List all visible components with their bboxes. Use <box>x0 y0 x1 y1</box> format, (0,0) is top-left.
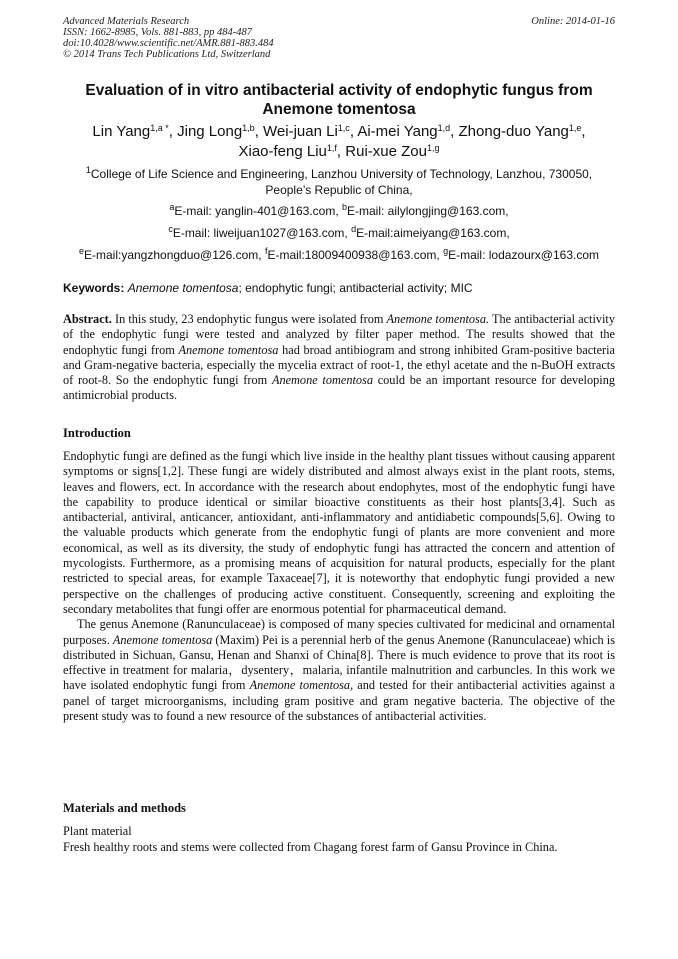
author-name: Jing Long <box>177 123 243 140</box>
author-list <box>40 122 638 162</box>
author-separator: , <box>168 123 178 140</box>
author-separator: , <box>349 123 358 140</box>
author-affil-mark: 1,f <box>326 143 337 153</box>
email-e[interactable]: E-mail:yangzhongduo@126.com, <box>83 248 265 262</box>
abstract-text: In this study, 23 endophytic fungus were isolated from <box>111 312 387 326</box>
abstract-text: The antibacterial activity of the endophytic fungi were tested and analyzed by filter paper method. The results showed that the endophytic fungi from <box>63 312 615 357</box>
title-line-2: Anemone tomentosa <box>262 101 416 118</box>
methods-text: Fresh healthy roots and stems were collected from Chagang forest farm of Gansu Province in China. <box>63 840 558 854</box>
keyword-species: Anemone tomentosa <box>127 281 239 295</box>
email-mark: d <box>351 224 357 234</box>
author-separator: , <box>581 123 586 140</box>
species-name: Anemone tomentosa <box>249 678 351 693</box>
email-f[interactable]: E-mail:18009400938@163.com, <box>267 248 444 262</box>
email-mark: b <box>342 202 348 212</box>
author-separator: , <box>254 123 264 140</box>
email-mark: f <box>264 246 268 256</box>
introduction-body <box>63 449 615 724</box>
keywords-label: Keywords: <box>63 281 125 295</box>
species-name: Anemone tomentosa <box>112 632 213 647</box>
email-b[interactable]: E-mail: ailylongjing@163.com, <box>347 204 509 218</box>
species-name: Anemone tomentosa <box>271 373 373 388</box>
author-name: Xiao-feng Liu <box>238 143 327 160</box>
author-affil-mark: 1,g <box>426 143 440 153</box>
email-line-3 <box>30 248 648 262</box>
abstract <box>63 312 615 404</box>
species-name: Anemone tomentosa <box>178 342 279 357</box>
author-affil-mark: 1,b <box>242 123 255 133</box>
intro-text: (Maxim) Pei is a perennial herb of the genus Anemone (Ranunculaceae) which is distributed in Sichuan, Gansu, Henan and Shanxi of China[8]. There is much evidence to prove that its root is effective in treatment for malaria，dysentery，malaria, infantile malnutrition and carbuncles. In this work we have isolated endophytic fungi from <box>63 632 615 693</box>
email-d[interactable]: E-mail:aimeiyang@163.com, <box>356 226 510 240</box>
paper-title <box>40 81 638 119</box>
issn-line: ISSN: 1662-8985, Vols. 881-883, pp 484-487 <box>63 27 252 38</box>
species-name: Anemone tomentosa. <box>386 312 490 326</box>
author-affil-mark: 1,c <box>337 123 350 133</box>
abstract-label: Abstract. <box>63 312 112 326</box>
keywords <box>63 281 623 295</box>
email-c[interactable]: E-mail: liweijuan1027@163.com, <box>172 226 352 240</box>
intro-paragraph-1: Endophytic fungi are defined as the fungi which live inside in the healthy plant tissues without causing apparent symptoms or signs[1,2]. These fungi are widely distributed and almost always exist in the plant roots, stems, leaves and flowers, ect. In accordance with the research about endophytes, most of the endophytic fungi have the capability to produce identical or similar bioactive constituents as their host plants[3,4]. Such as antibacterial, antiviral, anticancer, antioxidant, anti-inflammatory and antidiabetic compounds[5,6]. Owing to the valuable products which generate from the endophytic fungi of plants are more convenient and more economical, as well as its diversity, the study of endophytic fungi has attracted the concern and attention of mycologists. Furthermore, as a promising means of acquisition for natural products, especially for the plant restricted to special areas, for example Taxaceae[7], it is noteworthy that endophytic fungi provided a new perspective on the challenges of producing active constituent. Consequently, screening and exploiting the secondary metabolites that fungi offer are enormous potential for pharmaceutical demand. <box>63 449 615 616</box>
email-line-1 <box>30 204 648 218</box>
email-g[interactable]: E-mail: lodazourx@163.com <box>448 248 600 262</box>
affiliation-mark: 1 <box>85 165 91 175</box>
email-mark: a <box>169 202 175 212</box>
author-name: Zhong-duo Yang <box>458 123 569 140</box>
author-name: Wei-juan Li <box>263 123 338 140</box>
author-affil-mark: 1,e <box>568 123 582 133</box>
title-line-1: Evaluation of in vitro antibacterial activity of endophytic fungus from <box>85 82 593 99</box>
author-separator: , <box>336 143 346 160</box>
email-mark: c <box>168 224 173 234</box>
intro-text: , and tested for their antibacterial activities against a panel of target microorganisms, including gram positive and gram negative bacteria. The objective of the present study was to found a new resource of the substances of antibacterial activities. <box>63 678 615 724</box>
introduction-heading: Introduction <box>63 426 131 440</box>
online-date: Online: 2014-01-16 <box>531 16 615 27</box>
keywords-rest: ; endophytic fungi; antibacterial activity; MIC <box>238 281 473 295</box>
email-mark: e <box>78 246 84 256</box>
affiliation-line-2: People’s Republic of China, <box>265 183 413 197</box>
author-name: Ai-mei Yang <box>357 123 438 140</box>
email-a[interactable]: E-mail: yanglin-401@163.com, <box>174 204 342 218</box>
author-name: Rui-xue Zou <box>345 143 427 160</box>
author-affil-mark: 1,d <box>437 123 451 133</box>
intro-paragraph-2 <box>63 617 615 724</box>
doi-line: doi:10.4028/www.scientific.net/AMR.881-883.484 <box>63 38 274 49</box>
email-line-2 <box>30 226 648 240</box>
author-name: Lin Yang <box>92 123 151 140</box>
email-mark: g <box>443 246 449 256</box>
methods-subheading: Plant material <box>63 824 132 838</box>
author-affil-mark: 1,a * <box>150 123 169 133</box>
copyright-line: © 2014 Trans Tech Publications Ltd, Switzerland <box>63 49 271 60</box>
journal-header <box>63 16 274 60</box>
journal-name: Advanced Materials Research <box>63 16 190 27</box>
affiliation-line-1: College of Life Science and Engineering, Lanzhou University of Technology, Lanzhou, 730050, <box>90 167 593 181</box>
methods-heading: Materials and methods <box>63 801 186 815</box>
abstract-text: had broad antibiogram and strong inhibited Gram-positive bacteria and Gram-negative bacteria, especially the mycelia extract of root-1, the ethyl acetate and the n-BuOH extracts of root-8. So the endophytic fungi from <box>63 342 615 388</box>
author-separator: , <box>450 123 459 140</box>
abstract-text: could be an important resource for developing antimicrobial products. <box>63 373 615 403</box>
intro-text: The genus Anemone (Ranunculaceae) is composed of many species cultivated for medicinal and ornamental purposes. <box>63 617 615 647</box>
affiliation <box>63 166 615 198</box>
